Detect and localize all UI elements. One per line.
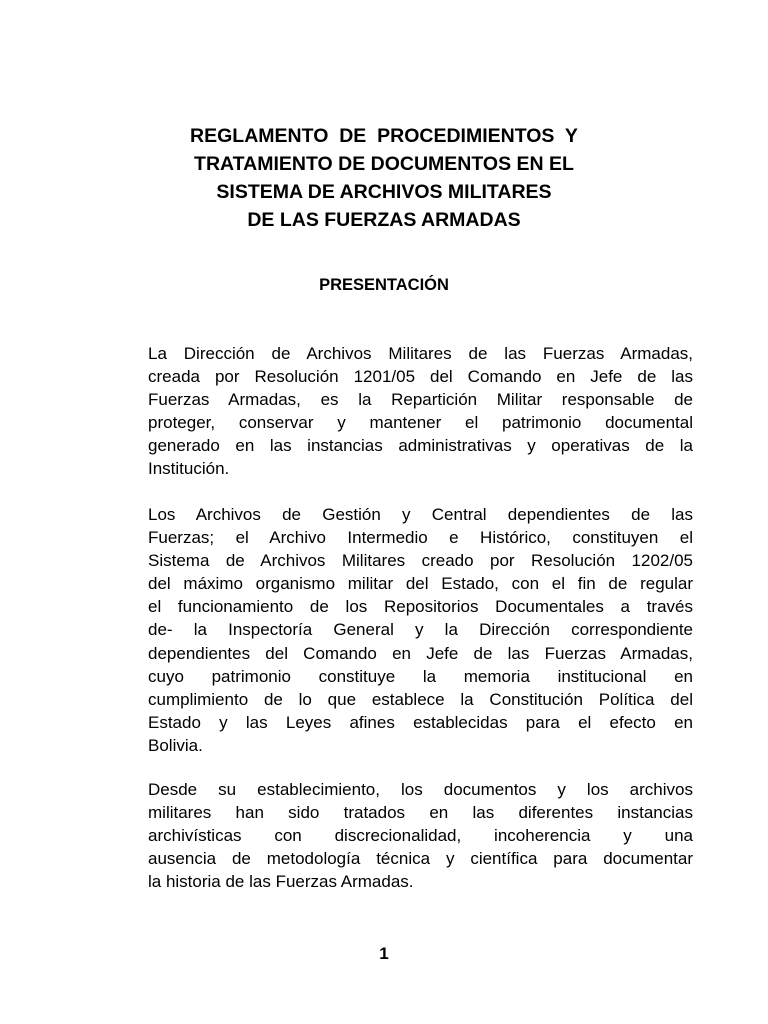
paragraph-line: la historia de las Fuerzas Armadas. bbox=[148, 872, 414, 892]
paragraph-line: Bolivia. bbox=[148, 735, 203, 755]
paragraph-line: Estado y las Leyes afines establecidas para el efecto en bbox=[148, 712, 693, 732]
paragraph-line: cuyo patrimonio constituye la memoria institucional en bbox=[148, 666, 693, 686]
paragraph-line: creada por Resolución 1201/05 del Comando en Jefe de las bbox=[148, 367, 693, 387]
paragraph-line: Los Archivos de Gestión y Central dependientes de las bbox=[148, 505, 693, 524]
section-heading: PRESENTACIÓN bbox=[319, 276, 449, 294]
paragraph-3 bbox=[148, 778, 693, 893]
title-line: TRATAMIENTO DE DOCUMENTOS EN EL bbox=[194, 153, 574, 175]
page-number: 1 bbox=[379, 944, 389, 963]
title-line: REGLAMENTO DE PROCEDIMIENTOS Y bbox=[190, 125, 578, 147]
paragraph-line: Sistema de Archivos Militares creado por Resolución 1202/05 bbox=[148, 551, 693, 571]
paragraph-line: de- la Inspectoría General y la Dirección correspondiente bbox=[148, 620, 693, 640]
title-line: SISTEMA DE ARCHIVOS MILITARES bbox=[216, 181, 552, 203]
paragraph-line: Desde su establecimiento, los documentos y los archivos bbox=[148, 780, 693, 799]
paragraph-line: Fuerzas Armadas, es la Repartición Militar responsable de bbox=[148, 390, 693, 410]
paragraph-line: ausencia de metodología técnica y científica para documentar bbox=[148, 849, 693, 869]
paragraph-line: generado en las instancias administrativas y operativas de la bbox=[148, 436, 693, 456]
paragraph-1 bbox=[148, 342, 693, 481]
paragraph-line: Fuerzas; el Archivo Intermedio e Histórico, constituyen el bbox=[148, 528, 693, 548]
paragraph-line: del máximo organismo militar del Estado, con el fin de regular bbox=[148, 574, 693, 594]
paragraph-line: proteger, conservar y mantener el patrimonio documental bbox=[148, 413, 693, 433]
paragraph-line: archivísticas con discrecionalidad, incoherencia y una bbox=[148, 826, 693, 846]
paragraph-line: dependientes del Comando en Jefe de las Fuerzas Armadas, bbox=[148, 643, 693, 663]
paragraph-line: La Dirección de Archivos Militares de las Fuerzas Armadas, bbox=[148, 344, 693, 363]
document-title bbox=[100, 122, 668, 234]
paragraph-line: Institución. bbox=[148, 459, 230, 479]
paragraph-line: militares han sido tratados en las diferentes instancias bbox=[148, 803, 693, 823]
title-line: DE LAS FUERZAS ARMADAS bbox=[247, 209, 521, 231]
paragraph-line: el funcionamiento de los Repositorios Documentales a través bbox=[148, 597, 693, 617]
paragraph-line: cumplimiento de lo que establece la Constitución Política del bbox=[148, 689, 693, 709]
paragraph-2 bbox=[148, 503, 693, 757]
